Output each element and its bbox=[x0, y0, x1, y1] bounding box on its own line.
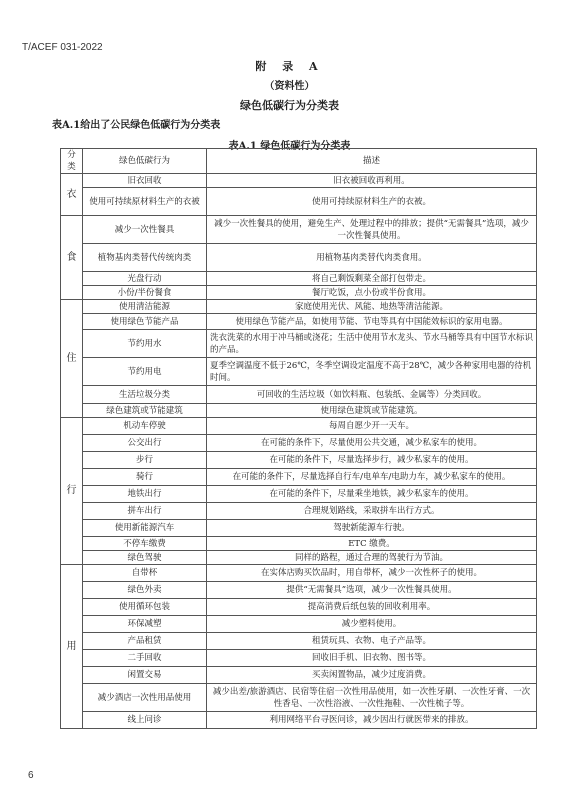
description-cell: 餐厅吃饭，点小份或半份食用。 bbox=[207, 286, 537, 300]
table-row bbox=[61, 712, 537, 729]
behavior-cell: 使用清洁能源 bbox=[83, 300, 207, 314]
header-behavior: 绿色低碳行为 bbox=[83, 149, 207, 174]
description-cell: 利用网络平台寻医问诊，减少因出行就医带来的排放。 bbox=[207, 712, 537, 729]
description-cell: 家庭使用光伏、风能、地热等清洁能源。 bbox=[207, 300, 537, 314]
description-cell: ETC 缴费。 bbox=[207, 537, 537, 551]
behavior-cell: 线上问诊 bbox=[83, 712, 207, 729]
behavior-table-wrapper bbox=[60, 148, 537, 729]
description-cell: 买卖闲置物品，减少过度消费。 bbox=[207, 667, 537, 684]
behavior-cell: 植物基肉类替代传统肉类 bbox=[83, 244, 207, 272]
table-row bbox=[61, 330, 537, 358]
behavior-cell: 使用循环包装 bbox=[83, 599, 207, 616]
description-cell: 驾驶新能源车行驶。 bbox=[207, 520, 537, 537]
table-caption: 表A.1 绿色低碳行为分类表 bbox=[228, 141, 351, 152]
table-row bbox=[61, 418, 537, 435]
category-cell: 食 bbox=[61, 216, 83, 300]
category-cell: 衣 bbox=[61, 174, 83, 216]
behavior-cell: 光盘行动 bbox=[83, 272, 207, 286]
behavior-cell: 不停车缴费 bbox=[83, 537, 207, 551]
table-row bbox=[61, 520, 537, 537]
behavior-cell: 使用可持续原材料生产的衣被 bbox=[83, 188, 207, 216]
behavior-cell: 绿色建筑或节能建筑 bbox=[83, 404, 207, 418]
behavior-cell: 使用绿色节能产品 bbox=[83, 314, 207, 330]
description-cell: 在可能的条件下，尽量选择步行，减少私家车的使用。 bbox=[207, 452, 537, 469]
behavior-cell: 公交出行 bbox=[83, 435, 207, 452]
document-title: 绿色低碳行为分类表 bbox=[240, 99, 339, 112]
behavior-cell: 小份/半份餐食 bbox=[83, 286, 207, 300]
table-row bbox=[61, 216, 537, 244]
description-cell: 使用可持续原材料生产的衣被。 bbox=[207, 188, 537, 216]
table-row bbox=[61, 599, 537, 616]
table-row bbox=[61, 551, 537, 565]
behavior-cell: 节约用电 bbox=[83, 358, 207, 386]
table-row bbox=[61, 537, 537, 551]
intro-text: 表A.1给出了公民绿色低碳行为分类表 bbox=[52, 120, 221, 131]
table-row bbox=[61, 272, 537, 286]
behavior-cell: 地铁出行 bbox=[83, 486, 207, 503]
description-cell: 用植物基肉类替代肉类食用。 bbox=[207, 244, 537, 272]
description-cell: 每周自愿少开一天车。 bbox=[207, 418, 537, 435]
table-row bbox=[61, 469, 537, 486]
description-cell: 可回收的生活垃圾（如饮料瓶、包装纸、金属等）分类回收。 bbox=[207, 386, 537, 404]
behavior-cell: 产品租赁 bbox=[83, 633, 207, 650]
behavior-cell: 绿色外卖 bbox=[83, 582, 207, 599]
table-row bbox=[61, 582, 537, 599]
table-row bbox=[61, 314, 537, 330]
description-cell: 回收旧手机、旧衣物、图书等。 bbox=[207, 650, 537, 667]
behavior-cell: 拼车出行 bbox=[83, 503, 207, 520]
appendix-title: 附 录 A bbox=[255, 60, 324, 73]
behavior-cell: 绿色驾驶 bbox=[83, 551, 207, 565]
behavior-cell: 旧衣回收 bbox=[83, 174, 207, 188]
behavior-cell: 节约用水 bbox=[83, 330, 207, 358]
table-row bbox=[61, 174, 537, 188]
description-cell: 使用绿色建筑或节能建筑。 bbox=[207, 404, 537, 418]
table-row bbox=[61, 452, 537, 469]
page-number: 6 bbox=[28, 770, 34, 781]
description-cell: 在可能的条件下，尽量乘坐地铁，减少私家车的使用。 bbox=[207, 486, 537, 503]
description-cell: 提供“无需餐具”选项，减少一次性餐具使用。 bbox=[207, 582, 537, 599]
description-cell: 洗衣洗菜的水用于冲马桶或浇花；生活中使用节水龙头、节水马桶等具有中国节水标识的产品。 bbox=[207, 330, 537, 358]
description-cell: 使用绿色节能产品，如使用节能、节电等具有中国能效标识的家用电器。 bbox=[207, 314, 537, 330]
table-row bbox=[61, 358, 537, 386]
behavior-cell: 使用新能源汽车 bbox=[83, 520, 207, 537]
description-cell: 减少出差/旅游酒店、民宿等住宿一次性用品使用，如一次性牙刷、一次性牙膏、一次性香皂、一次性浴液、一次性拖鞋、一次性梳子等。 bbox=[207, 684, 537, 712]
table-row bbox=[61, 404, 537, 418]
description-cell: 将自己剩饭剩菜全部打包带走。 bbox=[207, 272, 537, 286]
header-description: 描述 bbox=[207, 149, 537, 174]
table-row bbox=[61, 503, 537, 520]
category-cell: 用 bbox=[61, 565, 83, 729]
behavior-cell: 步行 bbox=[83, 452, 207, 469]
header-category: 分类 bbox=[61, 149, 83, 174]
behavior-cell: 环保减塑 bbox=[83, 616, 207, 633]
table-header-row bbox=[61, 149, 537, 174]
table-row bbox=[61, 667, 537, 684]
table-row bbox=[61, 486, 537, 503]
table-row bbox=[61, 300, 537, 314]
description-cell: 减少一次性餐具的使用，避免生产、处理过程中的排放；提供“无需餐具”选项，减少一次性餐具使用。 bbox=[207, 216, 537, 244]
table-row bbox=[61, 650, 537, 667]
document-id: T/ACEF 031-2022 bbox=[22, 42, 103, 53]
description-cell: 合理规划路线，采取拼车出行方式。 bbox=[207, 503, 537, 520]
behavior-cell: 自带杯 bbox=[83, 565, 207, 582]
behavior-cell: 机动车停驶 bbox=[83, 418, 207, 435]
description-cell: 减少塑料使用。 bbox=[207, 616, 537, 633]
description-cell: 同样的路程，通过合理的驾驶行为节油。 bbox=[207, 551, 537, 565]
category-cell: 行 bbox=[61, 418, 83, 565]
description-cell: 在可能的条件下，尽量选择自行车/电单车/电助力车，减少私家车的使用。 bbox=[207, 469, 537, 486]
behavior-cell: 生活垃圾分类 bbox=[83, 386, 207, 404]
behavior-cell: 减少酒店一次性用品使用 bbox=[83, 684, 207, 712]
table-row bbox=[61, 244, 537, 272]
table-row bbox=[61, 684, 537, 712]
category-cell: 住 bbox=[61, 300, 83, 418]
appendix-nature: （资料性） bbox=[264, 81, 315, 92]
description-cell: 旧衣被回收再利用。 bbox=[207, 174, 537, 188]
behavior-cell: 骑行 bbox=[83, 469, 207, 486]
table-row bbox=[61, 386, 537, 404]
table-row bbox=[61, 633, 537, 650]
behavior-cell: 二手回收 bbox=[83, 650, 207, 667]
table-row bbox=[61, 286, 537, 300]
description-cell: 在实体店购买饮品时，用自带杯，减少一次性杯子的使用。 bbox=[207, 565, 537, 582]
behavior-cell: 减少一次性餐具 bbox=[83, 216, 207, 244]
description-cell: 提高消费后纸包装的回收利用率。 bbox=[207, 599, 537, 616]
table-row bbox=[61, 188, 537, 216]
table-row bbox=[61, 565, 537, 582]
table-row bbox=[61, 435, 537, 452]
behavior-cell: 闲置交易 bbox=[83, 667, 207, 684]
behavior-table bbox=[60, 148, 537, 729]
description-cell: 夏季空调温度不低于26℃，冬季空调设定温度不高于28℃，减少各种家用电器的待机时间。 bbox=[207, 358, 537, 386]
description-cell: 租赁玩具、衣物、电子产品等。 bbox=[207, 633, 537, 650]
description-cell: 在可能的条件下，尽量使用公共交通，减少私家车的使用。 bbox=[207, 435, 537, 452]
table-row bbox=[61, 616, 537, 633]
